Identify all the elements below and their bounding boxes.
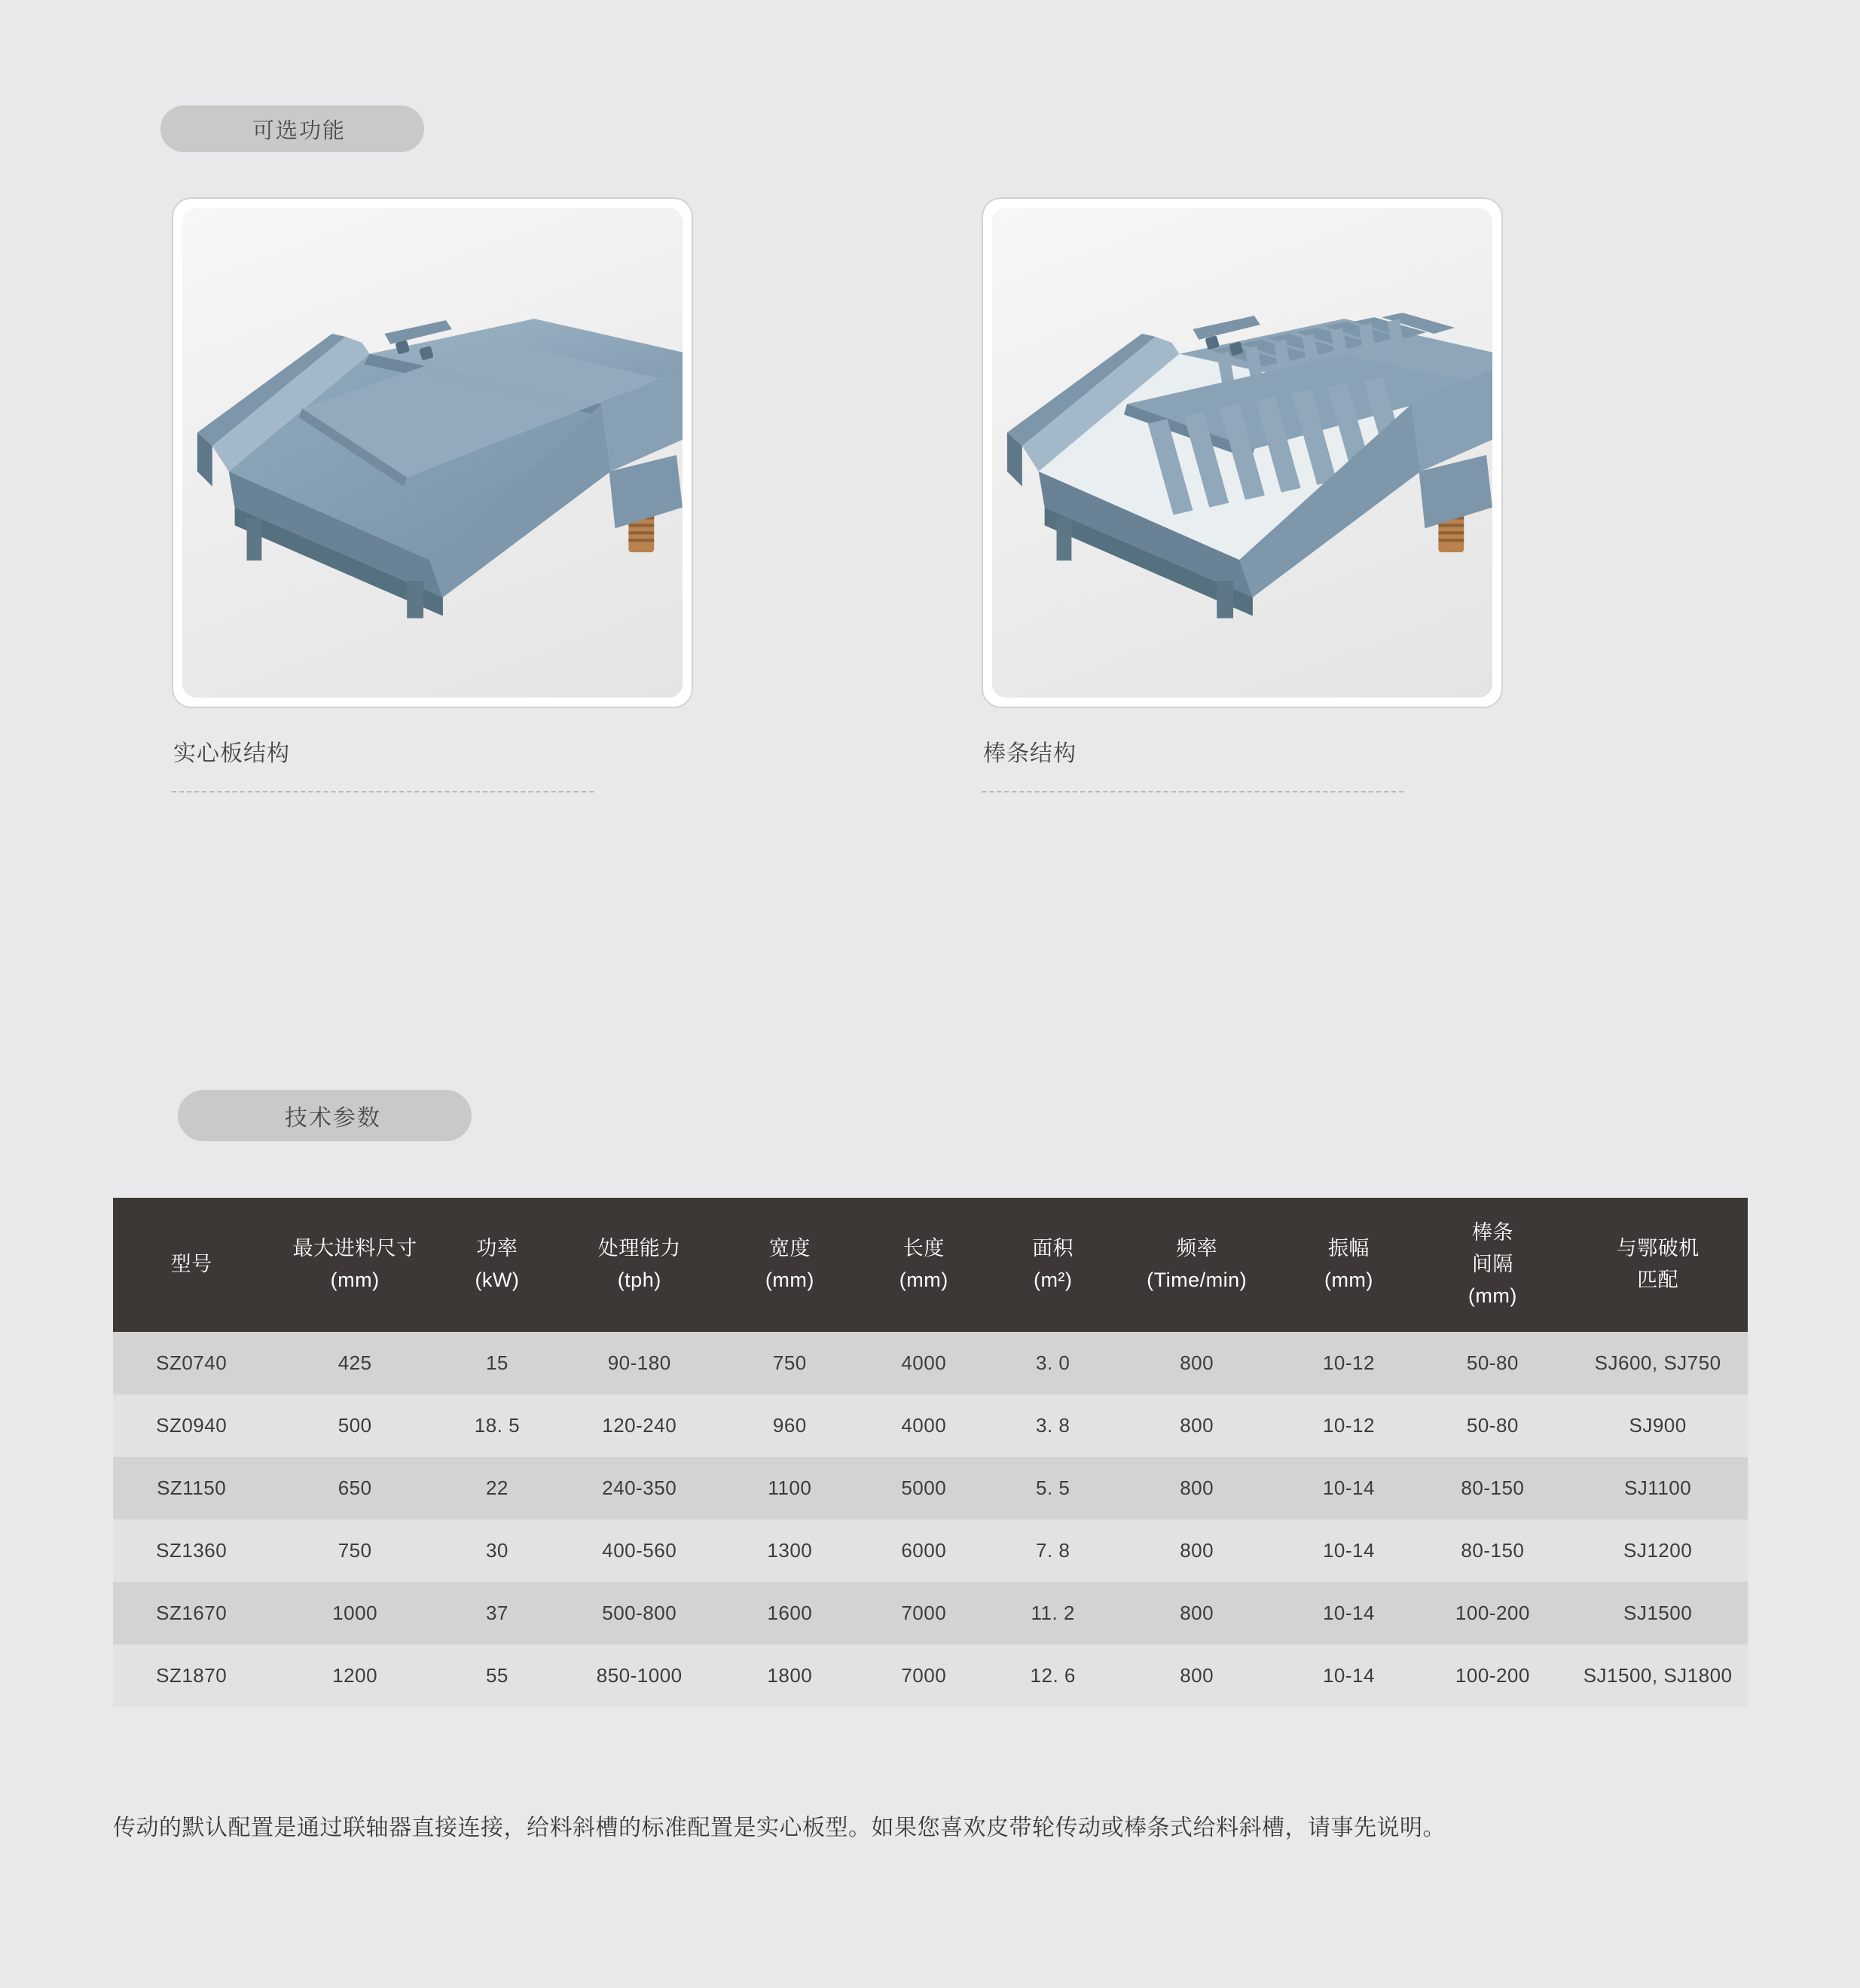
divider-solid-plate (172, 791, 594, 792)
table-header-cell-8-line-1: (mm) (1324, 1268, 1373, 1291)
table-cell: SJ1200 (1568, 1519, 1748, 1582)
table-header-cell-1-line-1: (mm) (330, 1268, 380, 1291)
table-cell: 4000 (855, 1332, 992, 1394)
table-cell: 850-1000 (554, 1644, 725, 1707)
table-header-cell-5 (855, 1198, 992, 1332)
table-header-cell-9-line-1: 间隔 (1471, 1252, 1513, 1275)
image-card-solid-plate (172, 197, 693, 708)
table-header-cell-8-line-0: 振幅 (1327, 1236, 1370, 1260)
section-heading-technical-parameters-label: 技术参数 (285, 1106, 381, 1131)
table-cell: 12. 6 (992, 1644, 1113, 1707)
table-cell: 500-800 (554, 1582, 725, 1644)
table-cell: 30 (440, 1519, 554, 1582)
table-header-cell-2-line-0: 功率 (476, 1236, 518, 1260)
table-cell: 3. 8 (992, 1394, 1113, 1457)
table-cell-model: SZ1870 (113, 1644, 270, 1707)
solid-plate-feeder-illustration (182, 208, 683, 698)
table-cell: 650 (270, 1457, 440, 1519)
table-cell: 1600 (725, 1582, 856, 1644)
table-header-cell-9-line-0: 棒条 (1471, 1221, 1513, 1244)
table-cell: 800 (1113, 1582, 1280, 1644)
table-cell: 7. 8 (992, 1519, 1113, 1582)
table-header-cell-2 (440, 1198, 554, 1332)
table-cell-model: SZ0740 (113, 1332, 270, 1394)
table-header-cell-6-line-1: (m²) (1033, 1268, 1073, 1291)
caption-solid-plate: 实心板结构 (173, 741, 290, 766)
image-card-grizzly-bar-inner (992, 208, 1492, 698)
table-header-cell-1 (270, 1198, 440, 1332)
table-header-cell-3-line-0: 处理能力 (597, 1236, 681, 1260)
table-cell: 80-150 (1418, 1457, 1568, 1519)
table-cell: 50-80 (1418, 1394, 1568, 1457)
table-row (113, 1644, 1748, 1707)
table-body (113, 1332, 1748, 1707)
table-header-cell-2-line-1: (kW) (475, 1268, 520, 1291)
table-cell: 6000 (855, 1519, 992, 1582)
table-header-cell-3-line-1: (tph) (617, 1268, 661, 1291)
table-cell: 1100 (725, 1457, 856, 1519)
table-header-cell-5-line-1: (mm) (899, 1268, 948, 1291)
table-header-cell-10-line-0: 与鄂破机 (1616, 1236, 1700, 1260)
table-cell: 120-240 (554, 1394, 725, 1457)
table-row (113, 1332, 1748, 1394)
caption-grizzly-bar: 棒条结构 (983, 741, 1077, 766)
table-cell: SJ600, SJ750 (1568, 1332, 1748, 1394)
table-header-cell-1-line-0: 最大进料尺寸 (292, 1236, 417, 1260)
image-card-grizzly-bar (982, 197, 1503, 708)
table-cell: 100-200 (1418, 1644, 1568, 1707)
table-cell: 3. 0 (992, 1332, 1113, 1394)
table-cell: 750 (725, 1332, 856, 1394)
table-cell: 100-200 (1418, 1582, 1568, 1644)
section-heading-optional-features-label: 可选功能 (252, 118, 346, 143)
table-cell: 960 (725, 1394, 856, 1457)
table-cell: 1800 (725, 1644, 856, 1707)
table-cell: 800 (1113, 1394, 1280, 1457)
table-cell: 425 (270, 1332, 440, 1394)
table-header-cell-0 (113, 1198, 270, 1332)
table-row (113, 1519, 1748, 1582)
technical-parameters-table-wrapper (113, 1198, 1748, 1707)
table-cell: 750 (270, 1519, 440, 1582)
table-cell: 15 (440, 1332, 554, 1394)
table-cell: 800 (1113, 1519, 1280, 1582)
table-header-cell-7-line-1: (Time/min) (1147, 1268, 1248, 1291)
table-header-cell-6-line-0: 面积 (1032, 1236, 1074, 1260)
table-header-cell-4-line-1: (mm) (765, 1268, 814, 1291)
table-cell: 800 (1113, 1457, 1280, 1519)
table-cell: 10-12 (1280, 1394, 1417, 1457)
table-cell: 800 (1113, 1332, 1280, 1394)
table-cell: 400-560 (554, 1519, 725, 1582)
table-cell: 7000 (855, 1582, 992, 1644)
table-cell: 10-14 (1280, 1582, 1417, 1644)
table-cell: 80-150 (1418, 1519, 1568, 1582)
table-cell: 18. 5 (440, 1394, 554, 1457)
table-header-cell-4-line-0: 宽度 (768, 1236, 811, 1260)
table-cell: 50-80 (1418, 1332, 1568, 1394)
table-head (113, 1198, 1748, 1332)
table-cell: 5000 (855, 1457, 992, 1519)
table-cell: 10-14 (1280, 1644, 1417, 1707)
table-cell: SJ1100 (1568, 1457, 1748, 1519)
table-header-cell-0-line-0: 型号 (170, 1252, 212, 1275)
table-header-cell-8 (1280, 1198, 1417, 1332)
table-header-row (113, 1198, 1748, 1332)
table-cell: SJ1500 (1568, 1582, 1748, 1644)
table-cell: 55 (440, 1644, 554, 1707)
table-cell: 5. 5 (992, 1457, 1113, 1519)
table-header-cell-5-line-0: 长度 (903, 1236, 945, 1260)
table-cell-model: SZ0940 (113, 1394, 270, 1457)
table-header-cell-10-line-1: 匹配 (1637, 1268, 1679, 1291)
image-card-solid-plate-inner (182, 208, 683, 698)
table-header-cell-3 (554, 1198, 725, 1332)
table-cell: 240-350 (554, 1457, 725, 1519)
table-cell-model: SZ1150 (113, 1457, 270, 1519)
technical-parameters-table (113, 1198, 1748, 1707)
table-cell: 11. 2 (992, 1582, 1113, 1644)
table-cell: 4000 (855, 1394, 992, 1457)
table-cell: 1300 (725, 1519, 856, 1582)
grizzly-bar-feeder-illustration (992, 208, 1492, 698)
table-cell: SJ900 (1568, 1394, 1748, 1457)
section-heading-optional-features (160, 105, 424, 152)
footnote-text: 传动的默认配置是通过联轴器直接连接，给料斜槽的标准配置是实心板型。如果您喜欢皮带轮传动或棒条式给料斜槽，请事先说明。 (113, 1815, 1446, 1840)
table-header-cell-10 (1568, 1198, 1748, 1332)
table-cell: 800 (1113, 1644, 1280, 1707)
table-row (113, 1457, 1748, 1519)
table-header-cell-6 (992, 1198, 1113, 1332)
table-cell: 10-14 (1280, 1457, 1417, 1519)
table-cell: 10-14 (1280, 1519, 1417, 1582)
table-cell-model: SZ1360 (113, 1519, 270, 1582)
table-row (113, 1394, 1748, 1457)
table-cell: 90-180 (554, 1332, 725, 1394)
table-header-cell-7-line-0: 频率 (1176, 1236, 1218, 1260)
table-cell: 7000 (855, 1644, 992, 1707)
table-cell-model: SZ1670 (113, 1582, 270, 1644)
table-header-cell-7 (1113, 1198, 1280, 1332)
table-row (113, 1582, 1748, 1644)
table-cell: 37 (440, 1582, 554, 1644)
table-header-cell-9-line-2: (mm) (1468, 1284, 1517, 1307)
table-cell: 10-12 (1280, 1332, 1417, 1394)
table-cell: SJ1500, SJ1800 (1568, 1644, 1748, 1707)
table-header-cell-4 (725, 1198, 856, 1332)
table-cell: 22 (440, 1457, 554, 1519)
table-cell: 500 (270, 1394, 440, 1457)
table-cell: 1000 (270, 1582, 440, 1644)
table-cell: 1200 (270, 1644, 440, 1707)
divider-grizzly-bar (982, 791, 1403, 792)
section-heading-technical-parameters (178, 1090, 472, 1141)
table-header-cell-9 (1418, 1198, 1568, 1332)
